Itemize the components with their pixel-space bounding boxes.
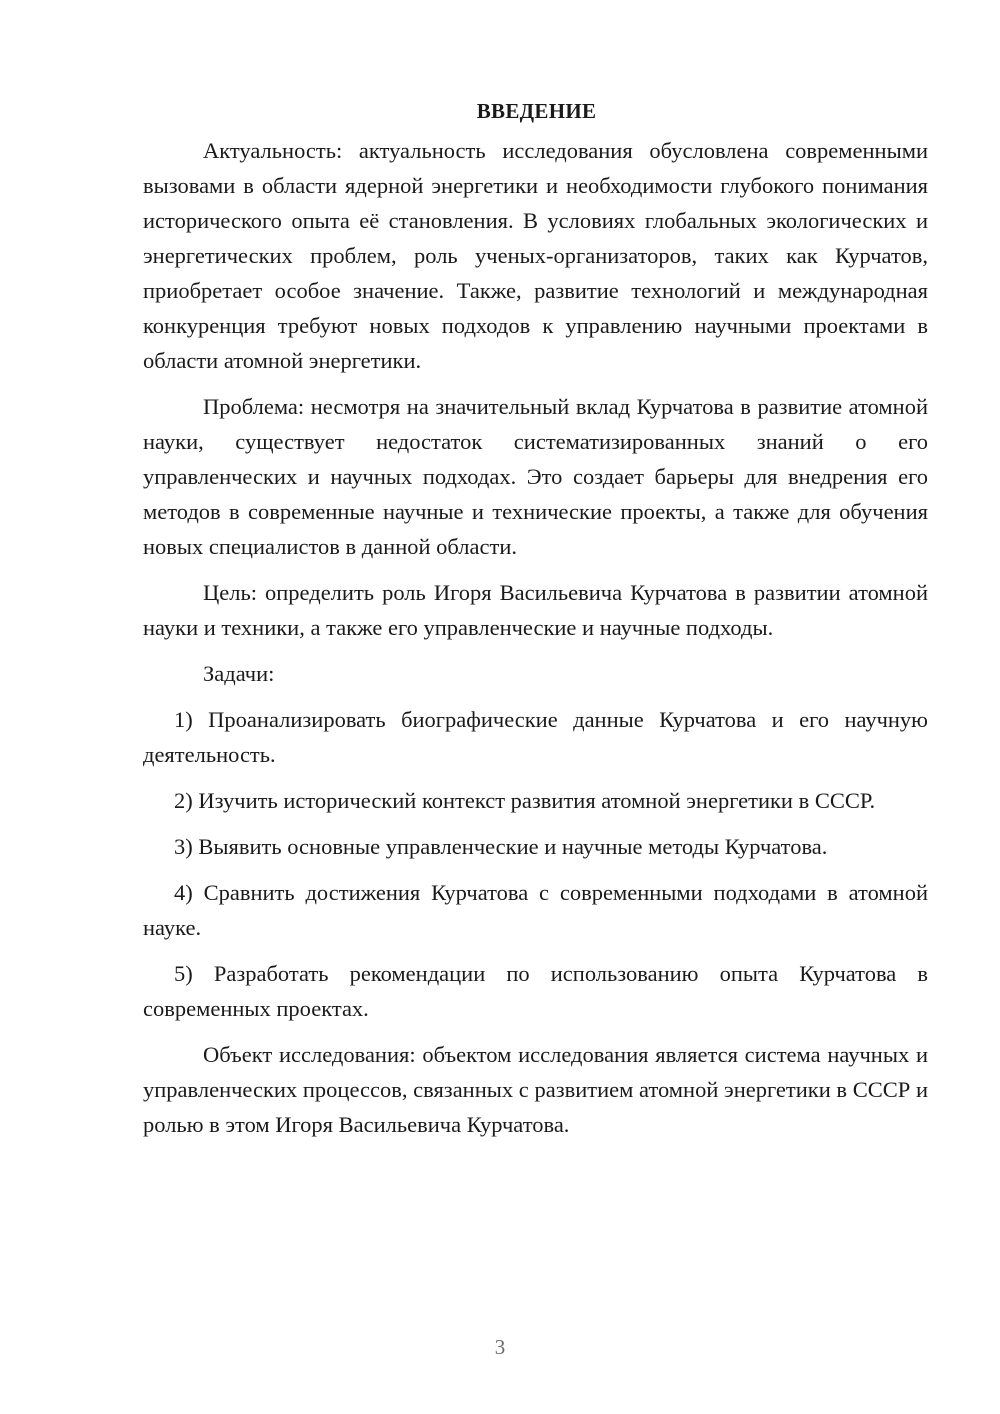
paragraph-goal: Цель: определить роль Игоря Васильевича Курчатова в развитии атомной науки и техники, а также его управленческие и научные подходы. [143, 580, 928, 640]
task-item-5: 5) Разработать рекомендации по использованию опыта Курчатова в современных проектах. [143, 961, 928, 1021]
paragraph-object: Объект исследования: объектом исследования является система научных и управленческих процессов, связанных с развитием атомной энергетики в СССР и ролью в этом Игоря Васильевича Курчатова. [143, 1042, 928, 1137]
task-item-2: 2) Изучить исторический контекст развития атомной энергетики в СССР. [174, 788, 876, 813]
paragraph-relevance: Актуальность: актуальность исследования обусловлена современными вызовами в области ядерной энергетики и необходимости глубокого понимания исторического опыта её становления. В условиях глобальных экологических и энергетических проблем, роль ученых-организаторов, таких как Курчатов, приобретает особое значение. Также, развитие технологий и международная конкуренция требуют новых подходов к управлению научными проектами в области атомной энергетики. [143, 138, 928, 373]
task-item-4: 4) Сравнить достижения Курчатова с современными подходами в атомной науке. [143, 880, 928, 940]
task-item-3: 3) Выявить основные управленческие и научные методы Курчатова. [174, 834, 828, 859]
paragraph-problem: Проблема: несмотря на значительный вклад Курчатова в развитие атомной науки, существует недостаток систематизированных знаний о его управленческих и научных подходах. Это создает барьеры для внедрения его методов в современные научные и технические проекты, а также для обучения новых специалистов в данной области. [143, 394, 928, 559]
page-number: 3 [494, 1335, 506, 1359]
task-item-1: 1) Проанализировать биографические данные Курчатова и его научную деятельность. [143, 707, 928, 767]
page-content [143, 96, 928, 1142]
section-heading: ВВЕДЕНИЕ [476, 99, 597, 123]
tasks-label: Задачи: [203, 661, 275, 686]
